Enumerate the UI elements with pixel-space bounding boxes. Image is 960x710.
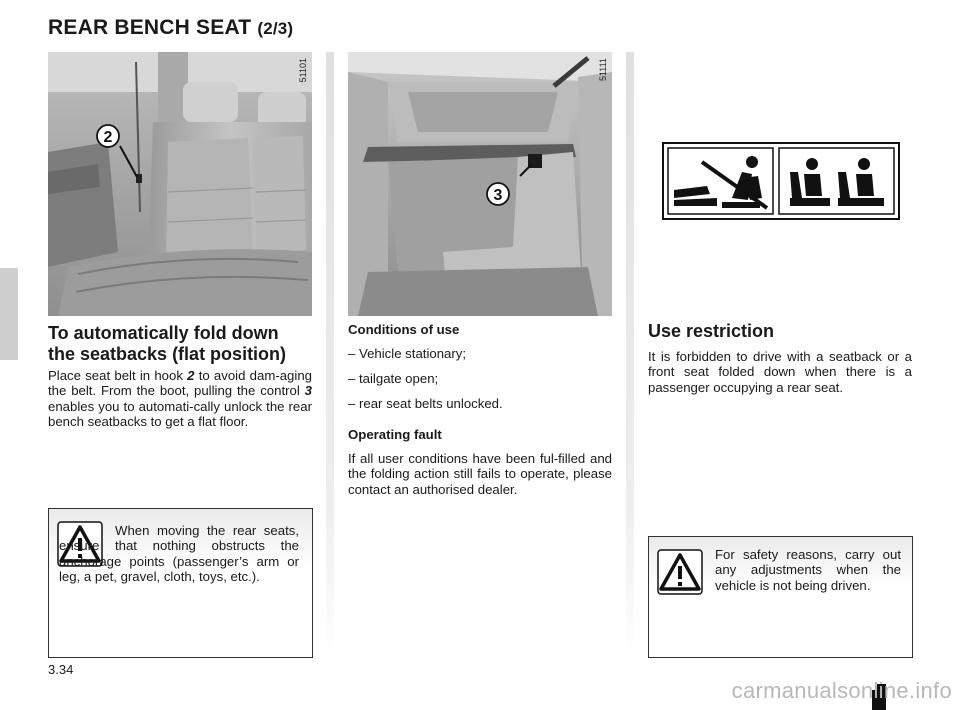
body-paragraph: Place seat belt in hook 2 to avoid dam-aging the belt. From the boot, pulling the control 3 enables you to automati-cally unlock the rear bench seatbacks to get a flat floor. (48, 368, 312, 430)
title-main: REAR BENCH SEAT (48, 16, 252, 39)
watermark: carmanualsonline.info (731, 678, 952, 703)
callout-2: 2 (103, 129, 113, 146)
fault-text: If all user conditions have been ful-filled and the folding action still fails to operate, please contact an authorised dealer. (348, 451, 612, 497)
conditions-label: Conditions of use (348, 322, 460, 337)
heading-line: To automatically fold down (48, 323, 279, 343)
side-tab (0, 268, 18, 360)
column-separator (326, 52, 334, 657)
condition-item: – tailgate open; (348, 371, 439, 386)
section-heading (48, 323, 312, 365)
ref-number: 3 (304, 383, 312, 399)
seat-position-pictogram (662, 142, 900, 220)
fault-label: Operating fault (348, 427, 442, 442)
condition-item: – rear seat belts unlocked. (348, 396, 503, 411)
page-number: 3.34 (48, 662, 74, 677)
condition-item: – Vehicle stationary; (348, 346, 467, 361)
boot-photo (348, 52, 612, 316)
page-title (48, 16, 293, 40)
photo-code: 51111 (598, 58, 608, 82)
heading-line: the seatbacks (flat position) (48, 344, 287, 364)
warning-triangle-icon (657, 549, 703, 600)
use-restriction-text: It is forbidden to drive with a seatback or a front seat folded down when there is a passenger occupying a rear seat. (648, 349, 912, 395)
title-suffix: (2/3) (257, 19, 294, 38)
column-separator (626, 52, 634, 657)
use-restriction-heading: Use restriction (648, 321, 775, 341)
callout-3: 3 (493, 187, 503, 204)
rear-seat-photo (48, 52, 312, 316)
photo-code: 51101 (298, 58, 308, 83)
ref-number: 2 (187, 368, 195, 383)
warning-text: For safety reasons, carry out any adjustments when the vehicle is not being driven. (715, 547, 901, 593)
warning-text: When moving the rear seats, ensure that nothing obstructs the anchorage points (passenger’s arm or leg, a pet, gravel, cloth, toys, etc.). (59, 523, 299, 585)
warning-box (648, 536, 913, 658)
warning-box (48, 508, 313, 658)
